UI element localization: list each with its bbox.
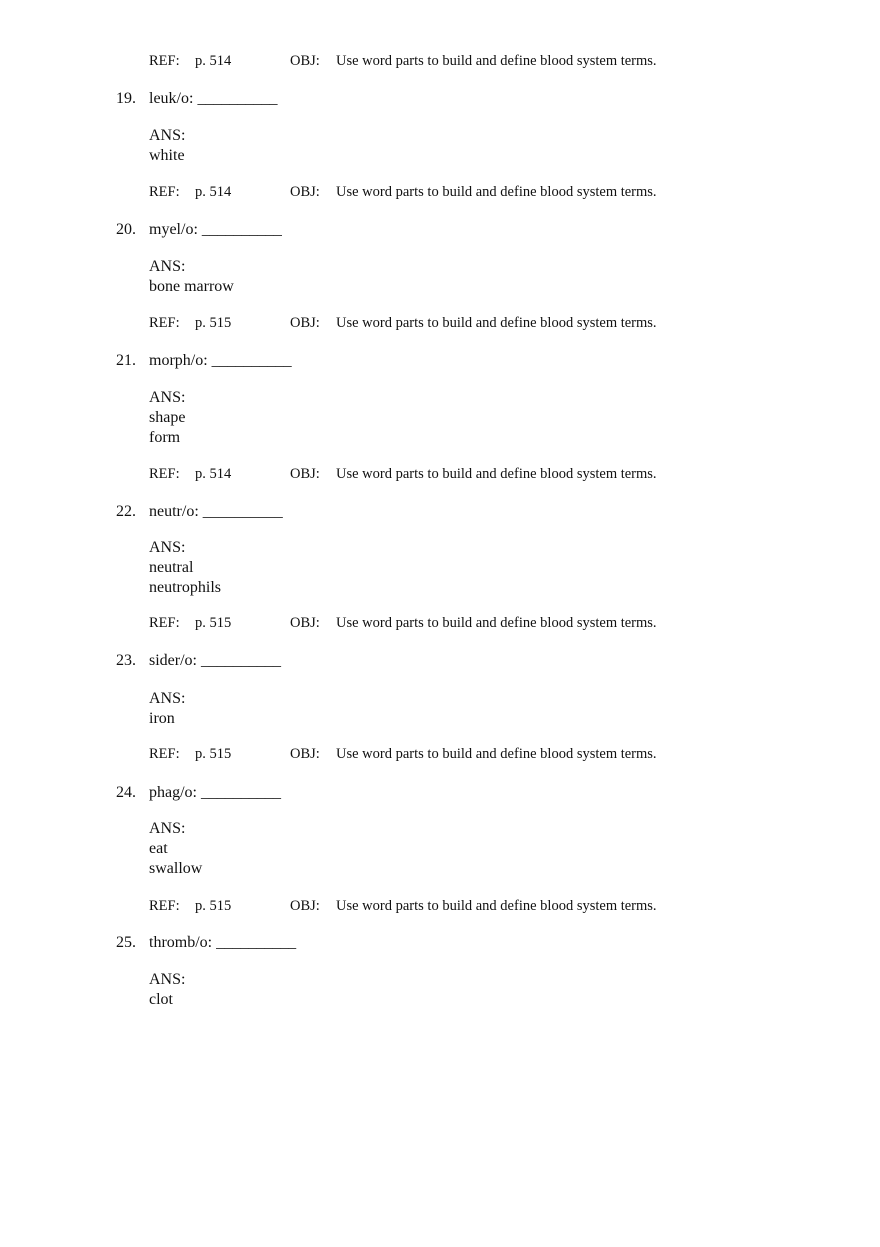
answer-text: neutral [149,559,194,576]
obj-text: Use word parts to build and define blood system terms. [336,746,657,762]
ref-label: REF: [149,898,180,914]
ref-page: p. 514 [195,184,232,200]
ref-row [149,182,769,202]
answer-text: shape [149,409,186,426]
question-number: 22. [116,503,136,520]
answer-text: neutrophils [149,579,221,596]
ref-page: p. 515 [195,746,232,762]
question-19 [116,88,616,110]
ref-row [149,896,769,916]
question-number: 19. [116,90,136,107]
obj-text: Use word parts to build and define blood system terms. [336,53,657,69]
question-prompt: leuk/o: __________ [149,90,278,107]
question-prompt: myel/o: __________ [149,221,282,238]
obj-text: Use word parts to build and define blood system terms. [336,615,657,631]
obj-label: OBJ: [290,466,320,482]
question-prompt: sider/o: __________ [149,652,281,669]
ref-row [149,464,769,484]
ref-row [149,313,769,333]
answer-block-24 [149,819,449,879]
answer-text: white [149,147,185,164]
obj-label: OBJ: [290,898,320,914]
obj-label: OBJ: [290,184,320,200]
answer-text: swallow [149,860,203,877]
ans-label: ANS: [149,127,186,144]
ref-label: REF: [149,746,180,762]
ref-label: REF: [149,315,180,331]
question-24 [116,782,616,804]
obj-label: OBJ: [290,615,320,631]
question-prompt: phag/o: __________ [149,784,281,801]
obj-text: Use word parts to build and define blood system terms. [336,184,657,200]
answer-block-20 [149,257,449,297]
ans-label: ANS: [149,258,186,275]
question-number: 25. [116,934,136,951]
question-number: 20. [116,221,136,238]
question-22 [116,501,616,523]
question-number: 24. [116,784,136,801]
ref-page: p. 515 [195,898,232,914]
answer-block-21 [149,388,449,448]
answer-block-25 [149,970,449,1010]
answer-text: iron [149,710,175,727]
question-25 [116,932,616,954]
ref-row [149,744,769,764]
ans-label: ANS: [149,820,186,837]
question-prompt: neutr/o: __________ [149,503,283,520]
ref-page: p. 514 [195,466,232,482]
ref-row [149,613,769,633]
ref-label: REF: [149,53,180,69]
ans-label: ANS: [149,690,186,707]
answer-block-22 [149,538,449,598]
obj-label: OBJ: [290,746,320,762]
question-prompt: thromb/o: __________ [149,934,297,951]
answer-text: eat [149,840,168,857]
obj-text: Use word parts to build and define blood system terms. [336,315,657,331]
ref-page: p. 515 [195,315,232,331]
obj-text: Use word parts to build and define blood system terms. [336,466,657,482]
answer-block-19 [149,126,449,166]
question-number: 21. [116,352,136,369]
ans-label: ANS: [149,971,186,988]
ref-label: REF: [149,615,180,631]
question-prompt: morph/o: __________ [149,352,292,369]
answer-text: bone marrow [149,278,234,295]
ref-row [149,51,769,71]
ans-label: ANS: [149,539,186,556]
answer-text: clot [149,991,173,1008]
obj-label: OBJ: [290,53,320,69]
ref-label: REF: [149,466,180,482]
ref-page: p. 515 [195,615,232,631]
obj-text: Use word parts to build and define blood system terms. [336,898,657,914]
ref-page: p. 514 [195,53,232,69]
answer-block-23 [149,689,449,729]
question-number: 23. [116,652,136,669]
ref-label: REF: [149,184,180,200]
ans-label: ANS: [149,389,186,406]
obj-label: OBJ: [290,315,320,331]
question-23 [116,650,616,672]
answer-text: form [149,429,181,446]
question-21 [116,350,616,372]
question-20 [116,219,616,241]
